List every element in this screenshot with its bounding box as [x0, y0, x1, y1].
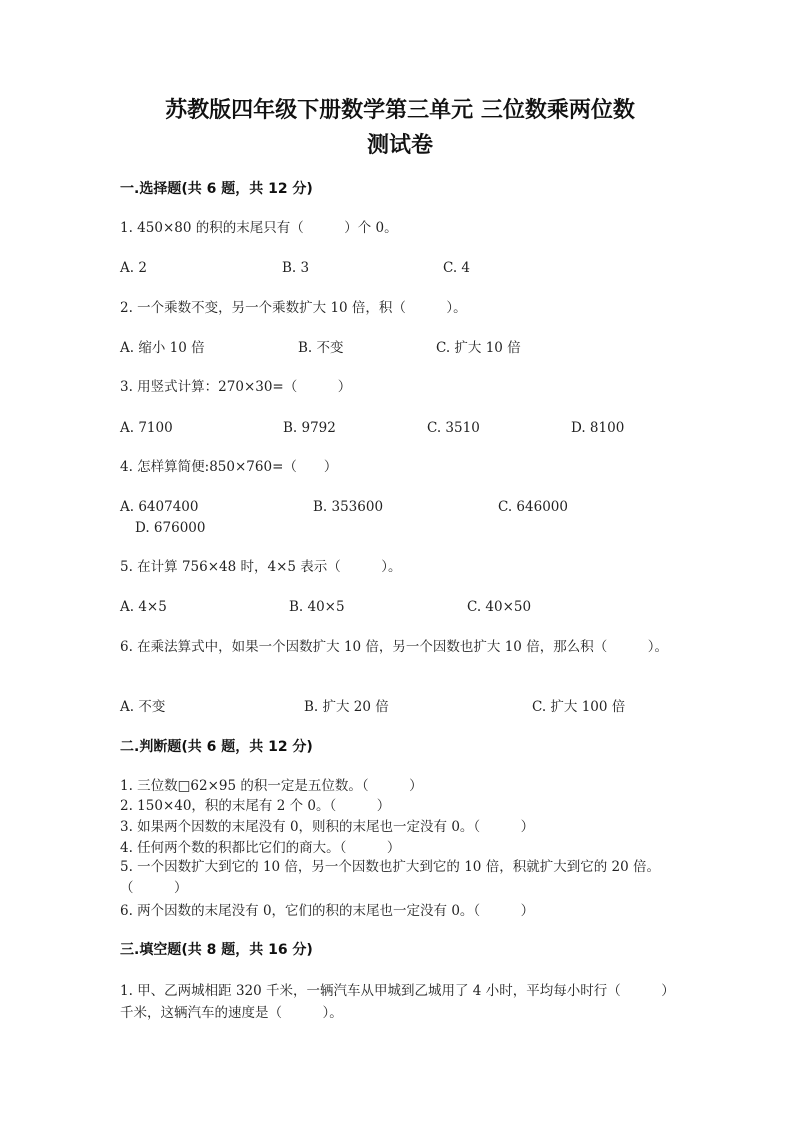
- question-stem: 3. 用竖式计算：270×30=（ ）: [120, 379, 352, 395]
- option-c: C. 646000: [498, 499, 568, 515]
- option-c: C. 4: [443, 260, 471, 276]
- true-false-item: 6. 两个因数的末尾没有 0，它们的积的末尾也一定没有 0。（ ）: [120, 903, 535, 919]
- option-d: D. 676000: [135, 520, 206, 536]
- question-stem: 2. 一个乘数不变，另一个乘数扩大 10 倍，积（ ）。: [120, 300, 467, 316]
- option-b: B. 扩大 20 倍: [304, 699, 389, 715]
- option-c: C. 40×50: [467, 599, 532, 615]
- question-stem: 4. 怎样算简便:850×760=（ ）: [120, 459, 338, 475]
- true-false-item: 2. 150×40，积的末尾有 2 个 0。（ ）: [120, 798, 391, 814]
- section3-heading: 三.填空题(共 8 题，共 16 分): [120, 942, 313, 958]
- option-b: B. 40×5: [289, 599, 345, 615]
- option-a: A. 不变: [120, 699, 166, 715]
- true-false-item: 4. 任何两个数的积都比它们的商大。（ ）: [120, 840, 401, 856]
- option-a: A. 7100: [120, 420, 173, 436]
- true-false-item: 5. 一个因数扩大到它的 10 倍，另一个因数也扩大到它的 10 倍，积就扩大到它的 20 倍。（ ）: [120, 859, 660, 896]
- page-title-line2: 测试卷: [366, 133, 433, 158]
- question-stem: 6. 在乘法算式中，如果一个因数扩大 10 倍，另一个因数也扩大 10 倍，那么积（ ）。: [120, 639, 668, 655]
- option-b: B. 9792: [283, 420, 336, 436]
- question-stem: 5. 在计算 756×48 时，4×5 表示（ ）。: [120, 559, 402, 575]
- true-false-item: 3. 如果两个因数的末尾没有 0，则积的末尾也一定没有 0。（ ）: [120, 819, 535, 835]
- option-c: C. 3510: [427, 420, 480, 436]
- option-a: A. 缩小 10 倍: [120, 340, 205, 356]
- option-d: D. 8100: [571, 420, 625, 436]
- option-b: B. 不变: [298, 340, 344, 356]
- option-c: C. 扩大 100 倍: [532, 699, 626, 715]
- section2-heading: 二.判断题(共 6 题，共 12 分): [120, 739, 313, 755]
- fill-in-question: 1. 甲、乙两城相距 320 千米，一辆汽车从甲城到乙城用了 4 小时，平均每小时行（ ）千米，这辆汽车的速度是（ ）。: [120, 983, 675, 1021]
- option-a: A. 6407400: [120, 499, 199, 515]
- option-c: C. 扩大 10 倍: [436, 340, 521, 356]
- option-b: B. 353600: [313, 499, 384, 515]
- true-false-item: 1. 三位数□62×95 的积一定是五位数。（ ）: [120, 778, 423, 794]
- option-a: A. 2: [120, 260, 147, 276]
- option-b: B. 3: [282, 260, 310, 276]
- page-title: 苏教版四年级下册数学第三单元 三位数乘两位数: [165, 98, 635, 123]
- question-stem: 1. 450×80 的积的末尾只有（ ）个 0。: [120, 220, 398, 236]
- section1-heading: 一.选择题(共 6 题，共 12 分): [120, 181, 313, 197]
- option-a: A. 4×5: [120, 599, 167, 615]
